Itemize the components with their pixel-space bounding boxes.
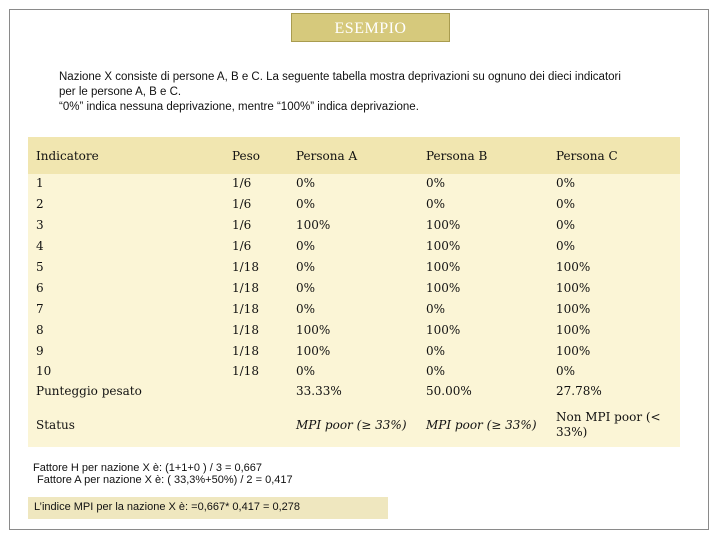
table-row-c: 0% <box>556 218 576 232</box>
factor-notes <box>33 462 293 486</box>
header-persona-b: Persona B <box>426 149 488 163</box>
table-row-weight: 1/6 <box>232 218 252 232</box>
table-row-indicator: 4 <box>36 239 44 253</box>
table-row-indicator: 9 <box>36 344 44 358</box>
table-row-indicator: 5 <box>36 260 44 274</box>
table-row-a: 0% <box>296 176 316 190</box>
table-row-b: 100% <box>426 281 461 295</box>
table-row-b: 0% <box>426 197 446 211</box>
mpi-result: L’indice MPI per la nazione X è: =0,667* 0,417 = 0,278 <box>34 501 301 513</box>
intro-line: Nazione X consiste di persone A, B e C. La seguente tabella mostra deprivazioni su ognuno dei dieci indicatori <box>59 71 621 83</box>
table-row-a: 100% <box>296 344 331 358</box>
table-row-weight: 1/18 <box>232 281 259 295</box>
table-row-weight: 1/18 <box>232 344 259 358</box>
table-row-c: 0% <box>556 364 576 378</box>
table-row-weight: 1/6 <box>232 239 252 253</box>
status-label: Status <box>36 418 75 432</box>
table-row-c: 0% <box>556 176 576 190</box>
table-row-a: 100% <box>296 218 331 232</box>
status-a: MPI poor (≥ 33%) <box>296 418 407 432</box>
table-row-weight: 1/18 <box>232 260 259 274</box>
table-row-weight: 1/6 <box>232 197 252 211</box>
table-row-b: 100% <box>426 239 461 253</box>
table-row-c: 0% <box>556 197 576 211</box>
table-row-b: 100% <box>426 260 461 274</box>
table-row-weight: 1/18 <box>232 302 259 316</box>
intro-line: per le persone A, B e C. <box>59 86 182 98</box>
table-row-indicator: 6 <box>36 281 44 295</box>
table-row-indicator: 2 <box>36 197 44 211</box>
intro-line: “0%” indica nessuna deprivazione, mentre “100%” indica deprivazione. <box>59 101 419 113</box>
table-row-weight: 1/18 <box>232 323 259 337</box>
table-row-c: 100% <box>556 260 591 274</box>
table-row-c: 0% <box>556 239 576 253</box>
table-row-weight: 1/6 <box>232 176 252 190</box>
status-b: MPI poor (≥ 33%) <box>426 418 537 432</box>
table-row-a: 0% <box>296 364 316 378</box>
header-persona-c: Persona C <box>556 149 618 163</box>
table-row-c: 100% <box>556 302 591 316</box>
table-row-a: 0% <box>296 239 316 253</box>
weighted-score-label: Punteggio pesato <box>36 384 142 398</box>
table-row-b: 0% <box>426 364 446 378</box>
table-row-c: 100% <box>556 344 591 358</box>
table-row-weight: 1/18 <box>232 364 259 378</box>
table-row-b: 0% <box>426 344 446 358</box>
table-row-b: 100% <box>426 218 461 232</box>
table-row-a: 0% <box>296 197 316 211</box>
weighted-score-b: 50.00% <box>426 384 472 398</box>
table-row-c: 100% <box>556 281 591 295</box>
table-row-indicator: 8 <box>36 323 44 337</box>
table-row-b: 100% <box>426 323 461 337</box>
table-row-b: 0% <box>426 176 446 190</box>
table-row-indicator: 10 <box>36 364 52 378</box>
intro-text <box>59 70 669 115</box>
table-row-indicator: 1 <box>36 176 44 190</box>
factor-a: Fattore A per nazione X è: ( 33,3%+50%) / 2 = 0,417 <box>37 474 293 486</box>
header-persona-a: Persona A <box>296 149 358 163</box>
table-row-b: 0% <box>426 302 446 316</box>
table-row-indicator: 7 <box>36 302 44 316</box>
header-indicatore: Indicatore <box>36 149 99 163</box>
status-c: Non MPI poor (< 33%) <box>556 410 661 439</box>
table-row-c: 100% <box>556 323 591 337</box>
weighted-score-c: 27.78% <box>556 384 602 398</box>
header-peso: Peso <box>232 149 261 163</box>
factor-h: Fattore H per nazione X è: (1+1+0 ) / 3 = 0,667 <box>33 462 263 474</box>
table-row-indicator: 3 <box>36 218 44 232</box>
table-row-a: 0% <box>296 302 316 316</box>
weighted-score-a: 33.33% <box>296 384 342 398</box>
table-row-a: 0% <box>296 281 316 295</box>
table-row-a: 100% <box>296 323 331 337</box>
table-row-a: 0% <box>296 260 316 274</box>
slide-title: ESEMPIO <box>291 13 450 42</box>
